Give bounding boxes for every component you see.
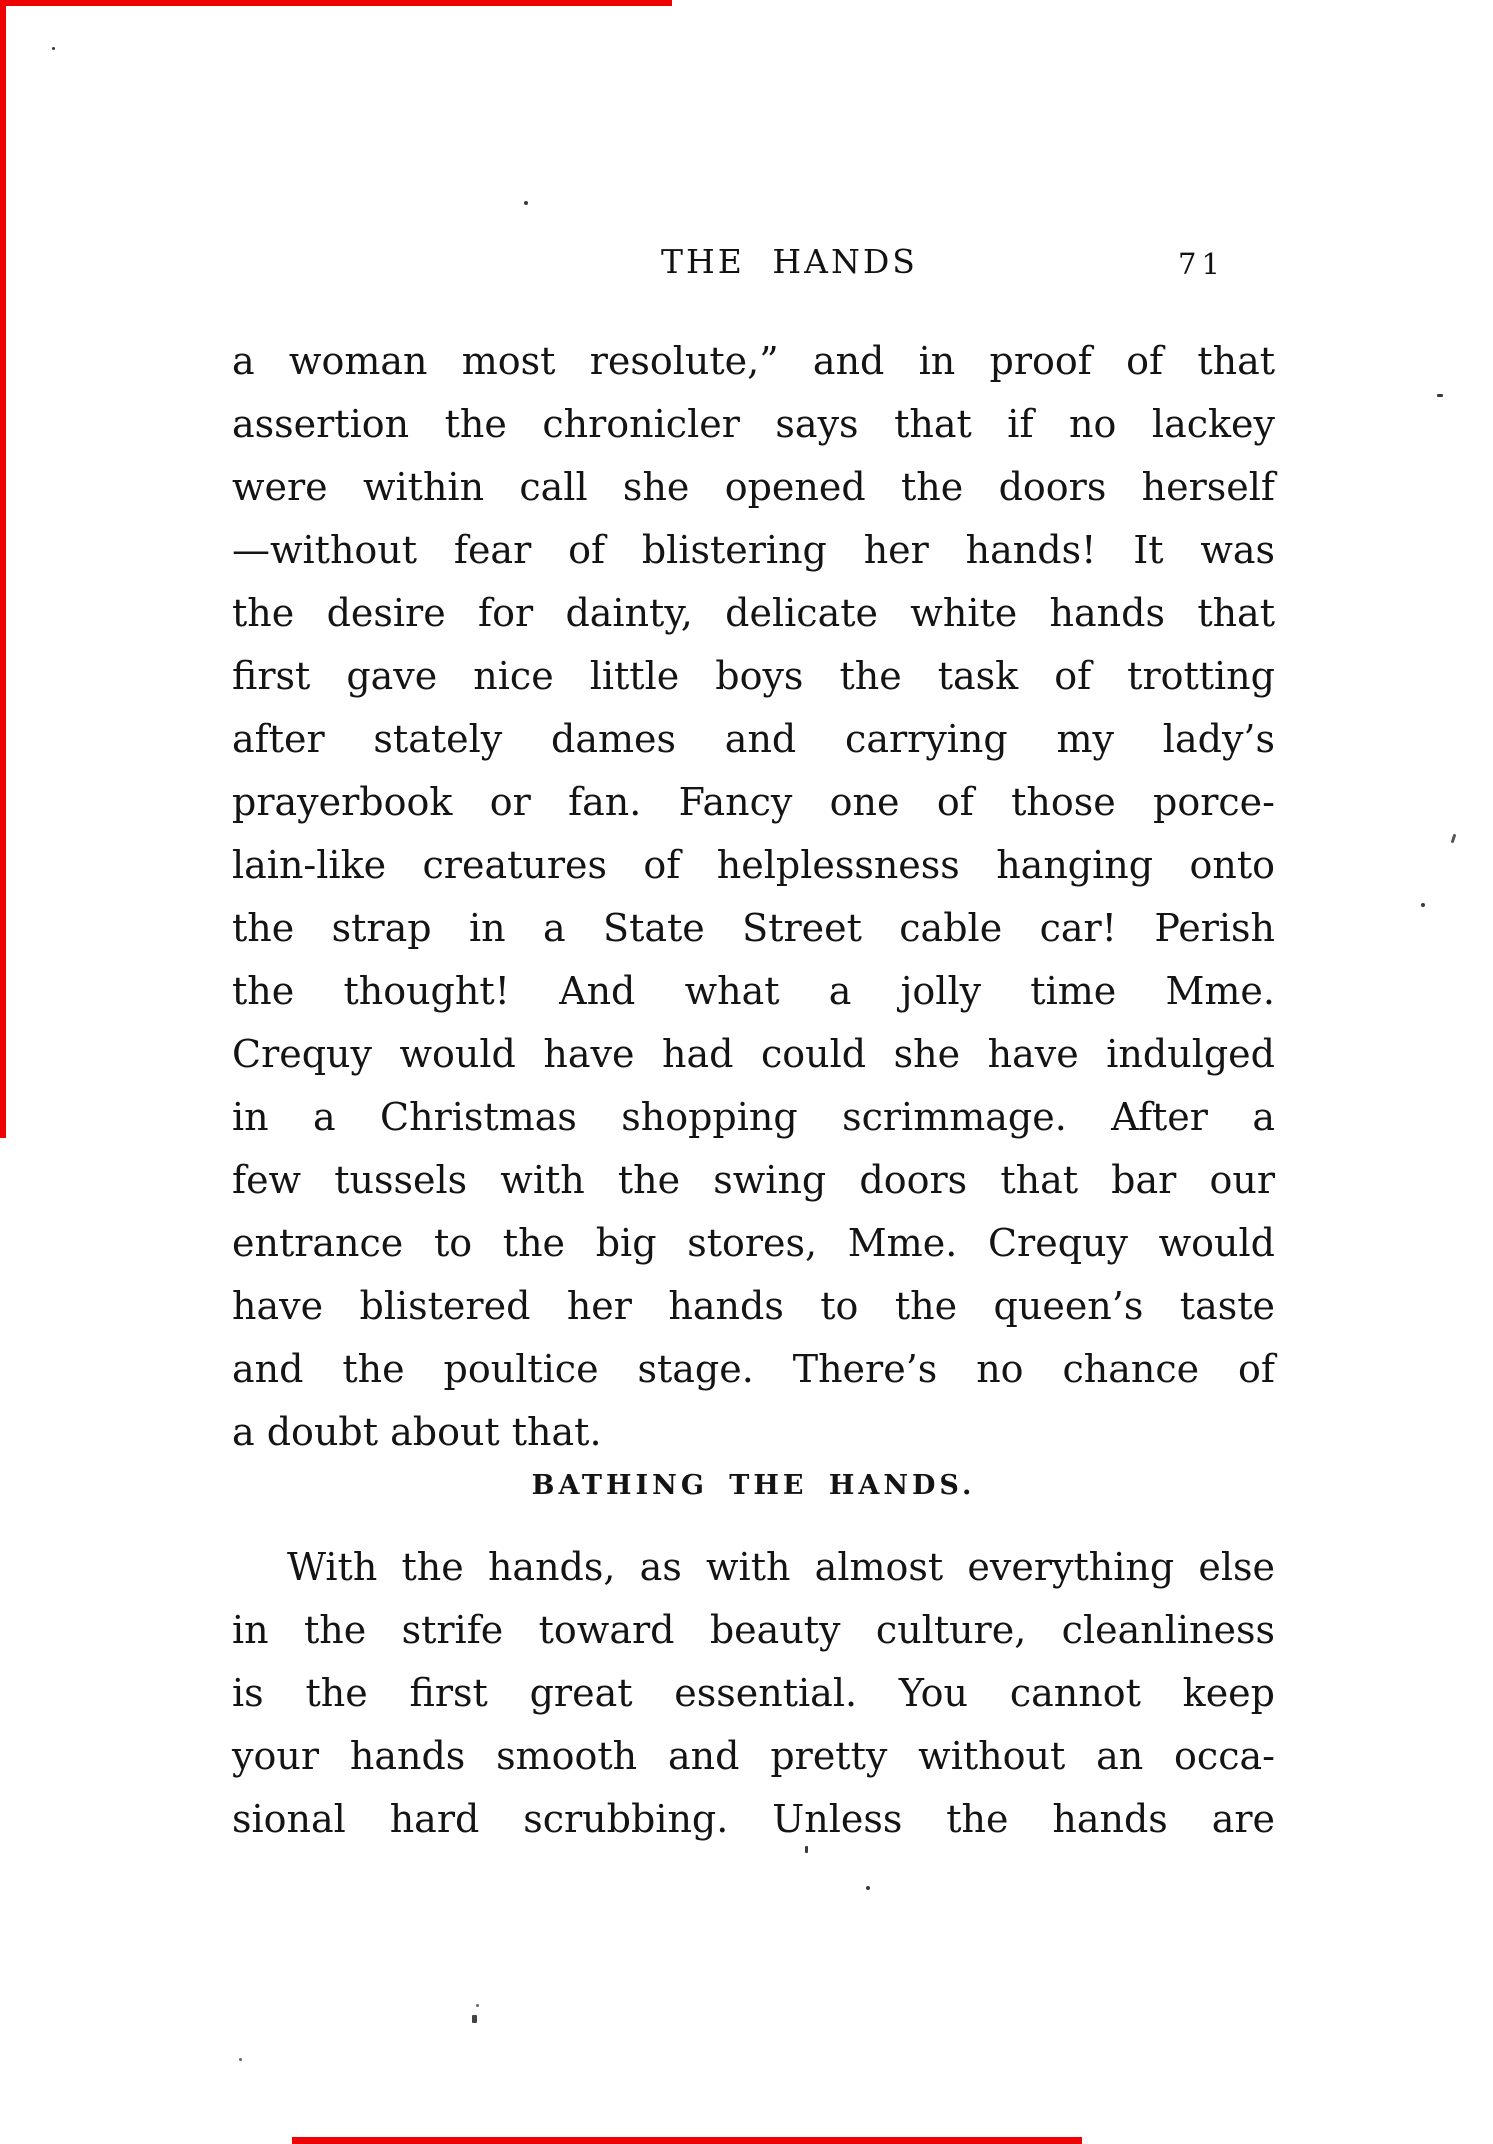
text-line: lain-like creatures of helplessness hanging onto (232, 843, 1275, 887)
scan-edge-artifact-top (0, 0, 672, 6)
text-line: in a Christmas shopping scrimmage. After a (232, 1095, 1275, 1139)
text-line: Crequy would have had could she have indulged (232, 1032, 1275, 1076)
scan-speck (1437, 394, 1443, 397)
scan-speck (476, 2004, 479, 2007)
text-line: and the poultice stage. There’s no chance of (232, 1347, 1275, 1391)
text-line: first gave nice little boys the task of trotting (232, 654, 1275, 698)
text-line: in the strife toward beauty culture, cleanliness (232, 1608, 1275, 1652)
scan-edge-artifact-left (0, 0, 6, 1138)
text-line: the thought! And what a jolly time Mme. (232, 969, 1275, 1013)
text-line: have blistered her hands to the queen’s taste (232, 1284, 1275, 1328)
text-line: prayerbook or fan. Fancy one of those porce- (232, 780, 1275, 824)
text-line: the strap in a State Street cable car! Perish (232, 906, 1275, 950)
text-line: entrance to the big stores, Mme. Crequy would (232, 1221, 1275, 1265)
paragraph-1 (232, 330, 1275, 1464)
section-heading: BATHING THE HANDS. (531, 1470, 976, 1501)
scan-edge-artifact-bottom (292, 2137, 1082, 2144)
text-line: a woman most resolute,” and in proof of that (232, 339, 1275, 383)
text-line: after stately dames and carrying my lady’s (232, 717, 1275, 761)
text-line: sional hard scrubbing. Unless the hands are (232, 1797, 1275, 1841)
text-line: few tussels with the swing doors that bar our (232, 1158, 1275, 1202)
text-line: With the hands, as with almost everything else (287, 1545, 1275, 1589)
text-line: assertion the chronicler says that if no lackey (232, 402, 1275, 446)
scan-speck (866, 1886, 870, 1890)
paragraph-2 (232, 1536, 1275, 1851)
text-line: your hands smooth and pretty without an occa- (232, 1734, 1275, 1778)
text-line: a doubt about that. (232, 1410, 602, 1454)
text-line: the desire for dainty, delicate white hands that (232, 591, 1275, 635)
page-number: 71 (1178, 247, 1225, 281)
scan-speck (1421, 903, 1425, 907)
scan-speck (805, 1846, 808, 1853)
scan-speck (1451, 834, 1457, 843)
scan-speck (239, 2058, 242, 2061)
running-header (0, 244, 1493, 284)
text-line: is the first great essential. You cannot keep (232, 1671, 1275, 1715)
scan-speck (524, 201, 528, 205)
text-line: —without fear of blistering her hands! It was (232, 528, 1275, 572)
text-line: were within call she opened the doors herself (232, 465, 1275, 509)
scan-speck (472, 2015, 477, 2023)
page-header-title: THE HANDS (661, 242, 918, 281)
scan-speck (52, 47, 55, 50)
